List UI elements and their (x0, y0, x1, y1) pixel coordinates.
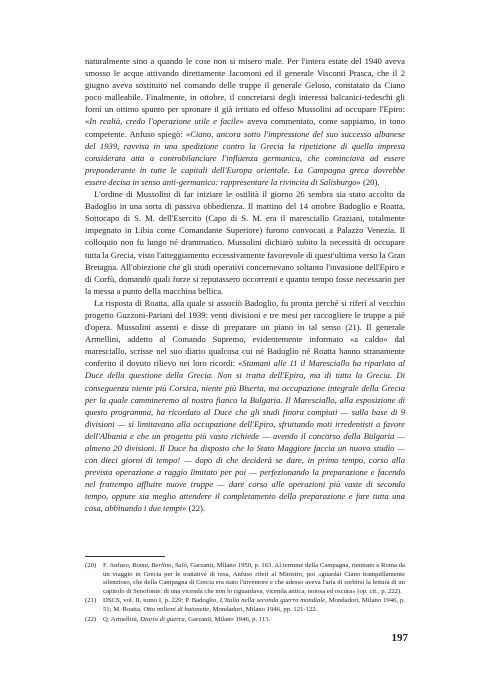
footnote (85, 616, 405, 625)
italic-quote: Ciano, ancora sotto l'impressione del suo successo albanese del 1939, ravvisa in una spedizione contro la Grecia la ripetizione di quella impresa considerata atta a controbilanciare l'influenza germanica, che cominciava ad essere preponderante in tutte le capitali dell'Europa orientale. La Campagna greca dovrebbe essere decisa in senso anti-germanico: rappresentare la rivincita di Salisburgo (85, 128, 405, 187)
footnote-text (103, 562, 405, 596)
text-run: » (22). (182, 503, 206, 514)
text-run: naturalmente sino a quando le cose non si misero male. Per l'intera estate del 1940 aveva smosso le acque attivando direttamente Jacomoni ed il generale Visconti Prasca, che il 2 giugno aveva sostituito nel comando delle truppe il generale Geloso, constatato da Ciano poco malleabile. Finalmente, in ottobre, il concretarsi degli interessi balcanici-tedeschi gli fornì un ottimo spunto per spronare il già irritato ed offeso Mussolini ad occupare l'Epiro: « (85, 56, 405, 127)
page-number: 197 (391, 632, 408, 644)
paragraph (85, 297, 405, 515)
footnote-divider (85, 556, 165, 557)
text-run: F. Anfuso, (103, 562, 133, 569)
text-run: DSCS, vol. II, tomo I, p. 229; P. Badoglio, (103, 597, 220, 605)
text-run: Mondadori, Milano 1946, p. 51; M. Roatta, (103, 597, 405, 613)
text-run: Q. Armellini, (103, 615, 141, 623)
text-run: » aveva commentato, come sappiamo, in tono competente. Anfuso spiegò: « (85, 116, 405, 139)
body-text (85, 55, 405, 515)
footnote-number: (20) (85, 562, 97, 569)
footnote (85, 562, 405, 596)
italic-title: Otto milioni di baionette, (143, 605, 211, 613)
text-run: La risposta di Roatta, alla quale si associò Badoglio, fu pronta perché si riferì al vecchio progetto Guzzoni-Pariani del 1939: venti divisioni e tre mesi per raccogliere le truppe a piè d'opera. Mussolini assentì e disse di preparare un piano in tal senso (21). Il generale Armellini, addetto al Comando Supremo, evidentemente informato «a caldo» dal maresciallo, scrisse nel suo diario qualcosa cui né Badoglio né Roatta hanno stranamente conferito il dovuto rilievo nei loro ricordi: « (85, 297, 405, 369)
italic-quote: Stamani alle 11 il Maresciallo ha riparlato al Duce della questione della Grecia. Non si tratta dell'Epiro, ma di tutta la Grecia. Di conseguenza niente più Corsica, niente più Biserta, ma occupazione integrale della Grecia per la quale cammineremo al nostro fianco la Bulgaria. Il Maresciallo, alla esposizione di questo programma, ha ricordato al Duce che gli studi finora compiuti — sulla base di 9 divisioni — si limitavano alla occupazione dell'Epiro, sfruttando moti irredentisti a favore dell'Albania e che un progetto più vasto richiede — avendo il concorso della Bulgaria — almeno 20 divisioni. Il Duce ha disposto che lo Stato Maggiore faccia un nuovo studio — con dieci giorni di tempo! — dopo di che deciderà se dare, in primo tempo, corso alla prevista operazione a raggio limitato per poi — perfezionando la preparazione e facendo nel frattempo affluire nuove truppe — dare corso alle operazioni più vaste di secondo tempo, oppure sia meglio attendere il completamento della preparazione e fare tutta una cosa, abbinando i due tempi (85, 358, 405, 514)
italic-title: Roma, Berlino, Salò, (132, 562, 189, 569)
paragraph (85, 55, 405, 188)
paragraph (85, 188, 405, 297)
footnotes (85, 562, 405, 625)
footnote-text (103, 597, 405, 614)
footnote-number: (21) (85, 597, 97, 605)
italic-title: L'Italia nella seconda guerra mondiale, (219, 597, 327, 605)
text-run: Garzanti, Milano 1950, p. 163. Al termine della Campagna, rientrato a Roma da un viaggio in Grecia per le trattative di resa, Anfuso riferì al Ministro, poi «guardai Ciano tranquillamente silenzioso, che della Campagna di Grecia era stato l'inventore e che adesso aveva l'aria di sorbirsi la lettura di un capitolo di Senofonte: di una vicenda che non lo riguardava, vicenda antica, noiosa ed oscura» ( (103, 562, 405, 595)
footnote (85, 597, 405, 614)
text-run: » (20). (356, 176, 380, 187)
italic-title: Diario di guerra, (140, 615, 187, 623)
footnote-text (103, 616, 405, 625)
text-run: Mondadori, Milano 1946, pp. 121-122. (210, 605, 318, 613)
text-run: L'ordine di Mussolini di far iniziare le ostilità il giorno 26 sembra sia stato accolto da Badoglio in una sorta di passiva obbedienza. Il mattino del 14 ottobre Badoglio e Roatta, Sottocapo di S. M. dell'Esercito (Capo di S. M. era il maresciallo Graziani, totalmente impegnato in Libia come Comandante Superiore) furono convocati a Palazzo Venezia. Il colloquio non fu lungo né drammatico. Mussolini dichiarò subito la necessità di occupare tutta la Grecia, visto l'atteggiamento eccessivamente favorevole di quest'ultima verso la Gran Bretagna. All'obiezione che gli studi operativi concernevano soltanto l'invasione dell'Epiro e di Corfù, domandò quali forze si reputassero occorrenti e quanto tempo fosse necessario per la messa a punto della macchina bellica. (85, 189, 405, 296)
text-run: p. 222). (379, 587, 402, 595)
footnote-number: (22) (85, 615, 97, 623)
italic-quote: In realtà, credo l'operazione utile e facile (89, 116, 240, 127)
text-run: Garzanti, Milano 1946, p. 113. (186, 615, 271, 623)
italic-title: op. cit., (359, 587, 380, 595)
